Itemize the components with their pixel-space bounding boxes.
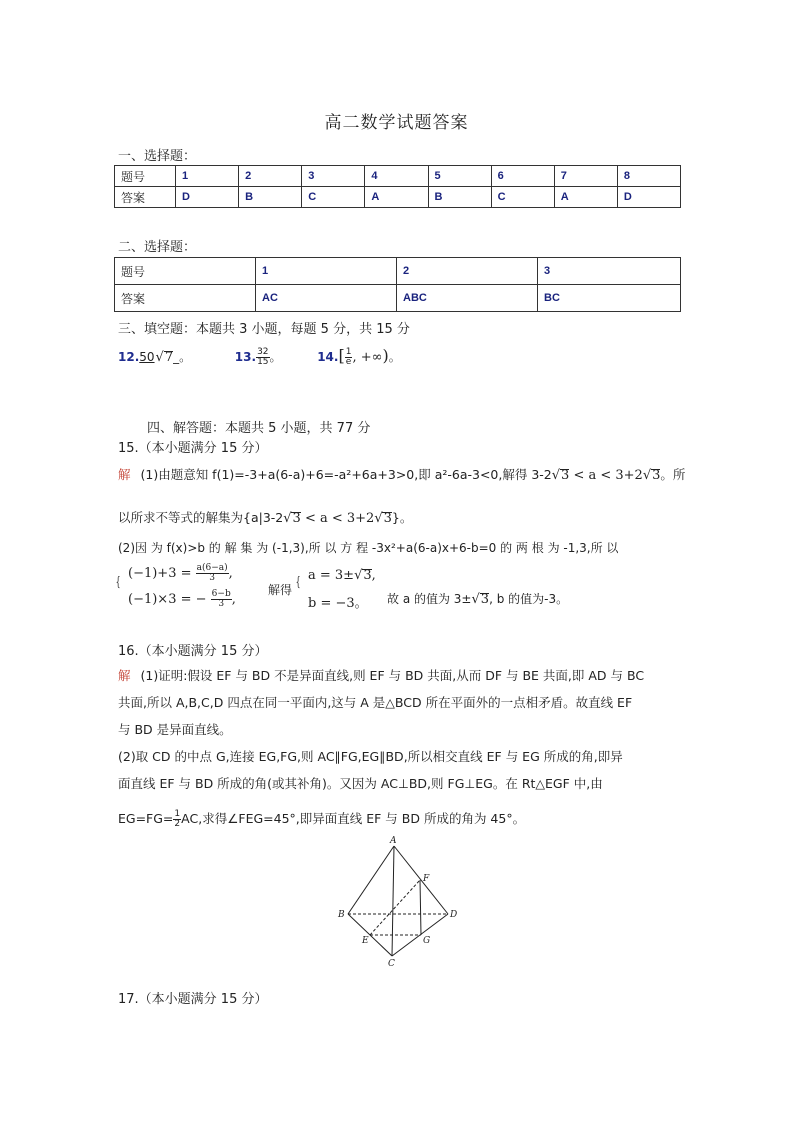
answer-table-1 [114, 165, 681, 208]
eq2-denominator: 3 [218, 599, 225, 609]
page-title: 高二数学试题答案 [324, 113, 469, 133]
table-row [115, 166, 681, 187]
equation-1 [128, 564, 233, 583]
section-3-heading: 三、填空题：本题共 3 小题，每题 5 分，共 15 分 [118, 322, 410, 337]
table-cell: 2 [397, 258, 538, 285]
radical: √ 3 [560, 469, 570, 482]
table-cell: AC [256, 285, 397, 312]
q16-line-3: 与 BD 是异面直线。 [118, 722, 232, 737]
table-row [115, 258, 681, 285]
q14-suffix: 。 [388, 350, 401, 364]
table-cell: BC [538, 285, 681, 312]
table-cell: 1 [176, 166, 239, 187]
table-cell: B [239, 187, 302, 208]
q15-text: }。 [391, 510, 413, 525]
label-d: D [450, 910, 458, 920]
radical: √ 3 [291, 512, 301, 525]
eq1-numerator: a(6−a) [196, 563, 228, 573]
q15-text: 以所求不等式的解集为{a|3-2 [118, 510, 284, 525]
solution-mark: 解 [118, 668, 131, 683]
q16-text: AC,求得∠FEG=45°,即异面直线 EF 与 BD 所成的角为 45°。 [181, 811, 526, 826]
eq1-end: , [228, 566, 233, 581]
q16-line-4: (2)取 CD 的中点 G,连接 EG,FG,则 AC∥FG,EG∥BD,所以相交直线 EF 与 EG 所成的角,即异 [118, 749, 623, 764]
q16-line-6 [118, 810, 525, 829]
section-1-heading: 一、选择题： [118, 149, 197, 164]
half-fraction [173, 810, 181, 829]
table-cell: 8 [617, 166, 680, 187]
numerator: 1 [174, 809, 181, 819]
table-cell: 3 [538, 258, 681, 285]
q14-denominator: e [345, 357, 352, 367]
q16-line-1 [118, 669, 644, 683]
edge-ab [348, 846, 394, 914]
sol-a-text: a = 3± [308, 568, 355, 583]
radical: √ 3 [480, 593, 490, 606]
eq2-numerator: 6−b [211, 589, 231, 599]
eq1-fraction [196, 564, 229, 583]
table-cell: ABC [397, 285, 538, 312]
q12-number: 12. [118, 350, 140, 364]
segment-fg [420, 880, 421, 935]
solution-mark: 解 [118, 467, 131, 482]
eq1-denominator: 3 [209, 573, 216, 583]
sol-a-end: , [371, 568, 376, 583]
q14-right-bracket: ) [382, 346, 389, 365]
q13-fraction [256, 348, 269, 367]
q13-denominator: 15 [257, 357, 269, 367]
radical: √ 3 [651, 469, 661, 482]
label-a: A [390, 836, 397, 846]
q15-solution-system [268, 560, 388, 620]
q15-line-3: (2)因 为 f(x)>b 的 解 集 为 (-1,3),所 以 方 程 -3x²+a(6-a)x+6-b=0 的 两 根 为 -1,3,所 以 [118, 541, 619, 555]
edge-ac [392, 846, 394, 956]
tetrahedron-figure [330, 836, 465, 968]
table-header-cell: 答案 [115, 285, 256, 312]
table-cell: 7 [554, 166, 617, 187]
q15-text: < a < 3+2 [300, 511, 375, 526]
q15-equation-system [114, 558, 274, 618]
left-brace: { [115, 575, 121, 590]
label-b: B [338, 910, 345, 920]
conclusion-text: , b 的值为-3。 [489, 592, 569, 606]
table-cell: 2 [239, 166, 302, 187]
label-e: E [362, 936, 369, 946]
q12-suffix: _。 [173, 350, 192, 364]
table-header-cell: 题号 [115, 166, 176, 187]
eq1-left: (−1)+3 = [128, 566, 192, 581]
equation-2 [128, 590, 236, 609]
q15-line-2 [118, 511, 412, 526]
q13-numerator: 32 [257, 347, 269, 357]
table-cell: 5 [428, 166, 491, 187]
solution-b: b = −3。 [308, 596, 368, 611]
q14-rest: , +∞ [352, 350, 383, 365]
conclusion-text: 故 a 的值为 3± [387, 592, 472, 606]
eq2-fraction [211, 590, 232, 609]
table-row [115, 187, 681, 208]
q15-title: 15.（本小题满分 15 分） [118, 441, 268, 456]
q16-line-2: 共面,所以 A,B,C,D 四点在同一平面内,这与 A 是△BCD 所在平面外的一点相矛盾。故直线 EF [118, 695, 633, 710]
q16-line-5: 面直线 EF 与 BD 所成的角(或其补角)。又因为 AC⊥BD,则 FG⊥EG。在 Rt△EGF 中,由 [118, 776, 603, 791]
q15-text: (1)由题意知 f(1)=-3+a(6-a)+6=-a²+6a+3>0,即 a²-6a-3<0,解得 3-2 [140, 467, 552, 482]
table-cell: 3 [302, 166, 365, 187]
table-cell: D [617, 187, 680, 208]
q16-text: EG=FG= [118, 811, 174, 826]
q14-numerator: 1 [345, 347, 352, 357]
table-cell: C [302, 187, 365, 208]
q17-title: 17.（本小题满分 15 分） [118, 992, 268, 1007]
table-header-cell: 题号 [115, 258, 256, 285]
section-4-heading: 四、解答题：本题共 5 小题，共 77 分 [147, 421, 371, 436]
table-row [115, 285, 681, 312]
label-g: G [423, 936, 431, 946]
q15-text: < a < 3+2 [569, 468, 643, 483]
label-c: C [388, 959, 395, 968]
q12-radical: √ 7 [164, 351, 174, 364]
q16-text: (1)证明:假设 EF 与 BD 不是异面直线,则 EF 与 BD 共面,从而 DF 与 BE 共面,即 AD 与 BC [140, 668, 645, 683]
q15-text: 。所 [660, 467, 686, 482]
radical: √ 3 [382, 512, 392, 525]
label-f: F [423, 874, 430, 884]
q16-title: 16.（本小题满分 15 分） [118, 644, 268, 659]
table-cell: B [428, 187, 491, 208]
table-cell: A [554, 187, 617, 208]
fill-in-answers [118, 348, 401, 367]
solution-a [308, 568, 376, 583]
q13-number: 13. [234, 350, 257, 364]
eq2-left: (−1)×3 = − [128, 592, 207, 607]
q14-left-bracket: [ [338, 346, 345, 365]
eq2-end: , [231, 592, 236, 607]
section-2-heading: 二、选择题： [118, 240, 197, 255]
table-cell: 1 [256, 258, 397, 285]
radical: √ 3 [362, 569, 372, 582]
q15-line-1 [118, 468, 685, 483]
edge-ad [394, 846, 448, 914]
q13-suffix: 。 [269, 350, 282, 364]
left-brace: { [295, 575, 301, 590]
table-cell: C [491, 187, 554, 208]
segment-ef [370, 880, 420, 935]
q15-conclusion [387, 592, 568, 606]
q14-number: 14. [317, 350, 339, 364]
table-cell: D [176, 187, 239, 208]
table-cell: A [365, 187, 428, 208]
q12-coef: 50 [139, 350, 155, 364]
denominator: 2 [174, 819, 181, 829]
jiede-label: 解得 [268, 583, 293, 597]
table-header-cell: 答案 [115, 187, 176, 208]
table-cell: 4 [365, 166, 428, 187]
answer-table-2 [114, 257, 681, 312]
table-cell: 6 [491, 166, 554, 187]
